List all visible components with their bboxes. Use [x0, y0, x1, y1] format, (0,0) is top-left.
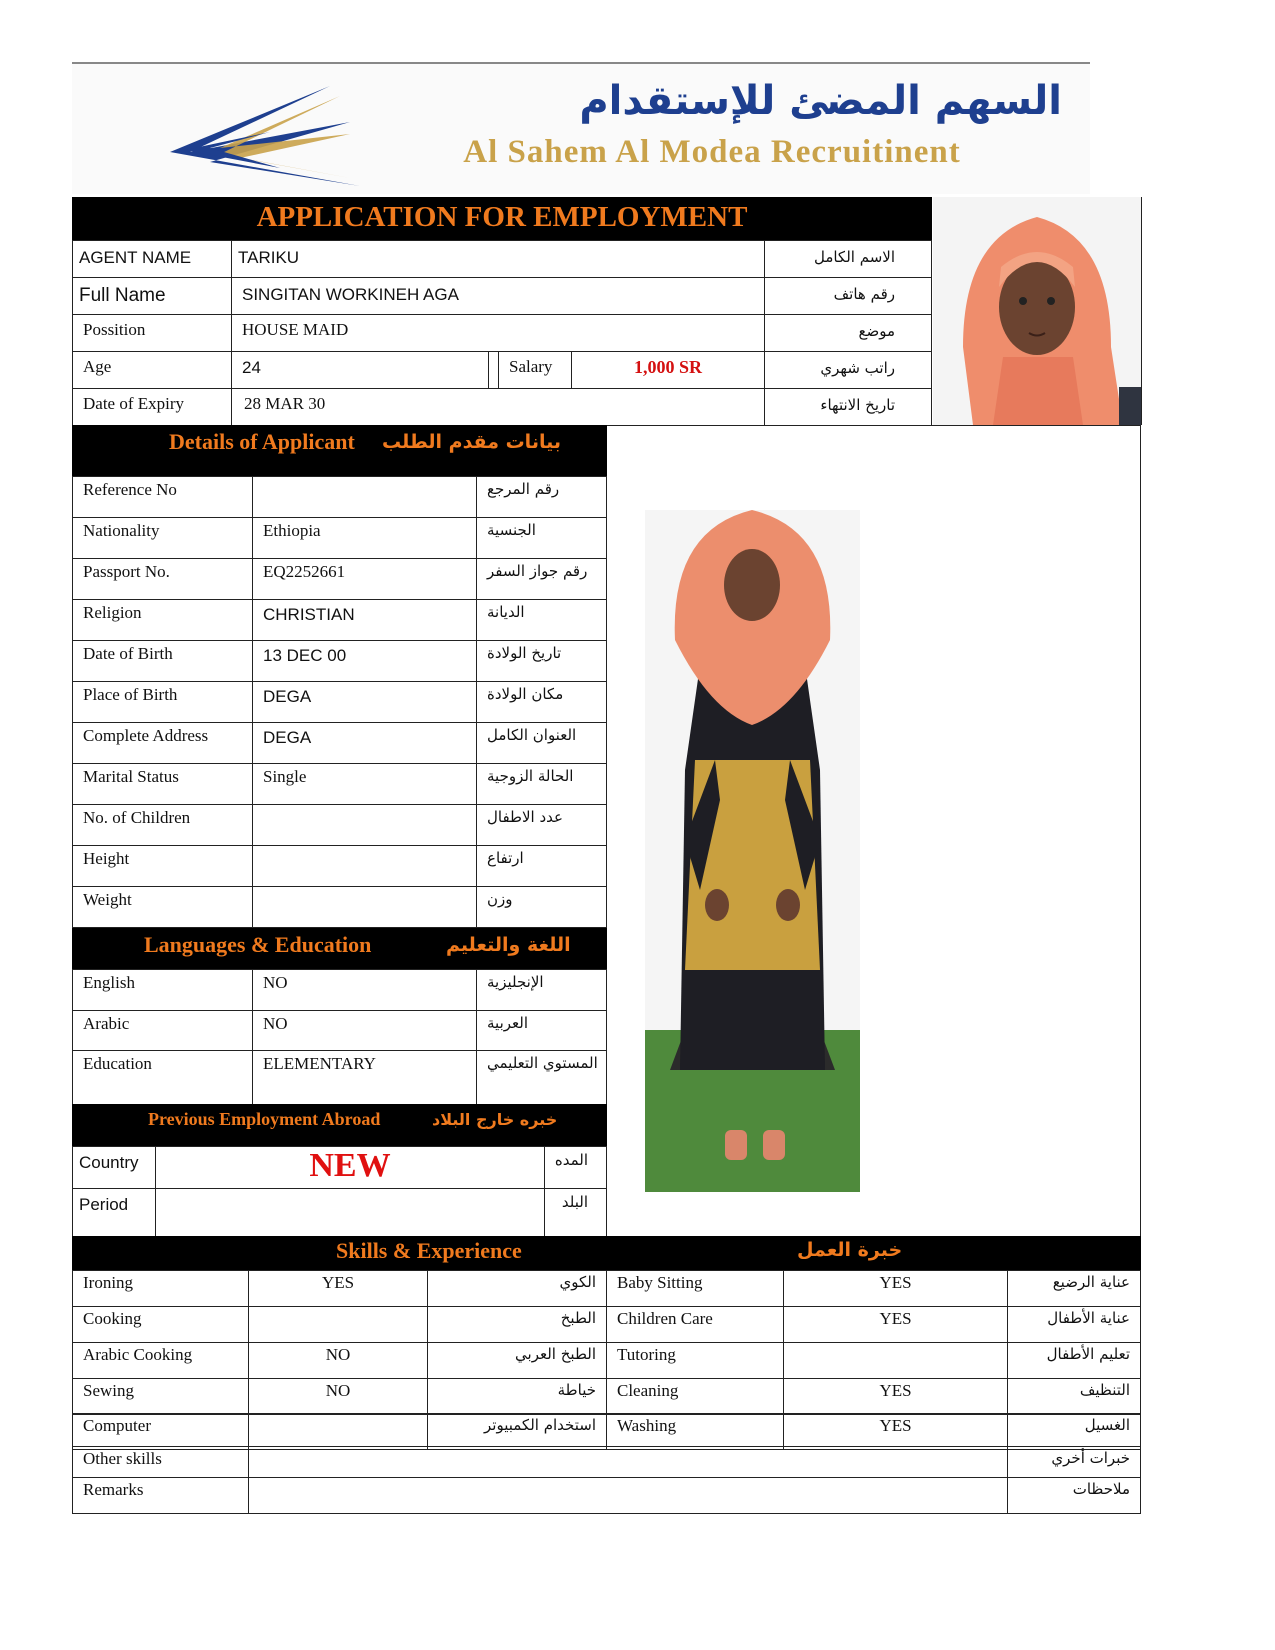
languages-header [72, 928, 607, 970]
company-name-arabic: السهم المضئ للإستقدام [579, 78, 1062, 124]
detail-label: Complete Address [72, 722, 253, 764]
skill-label: Tutoring [606, 1342, 784, 1379]
skills-title: Skills & Experience [336, 1238, 522, 1263]
detail-value [252, 845, 477, 887]
details-title: Details of Applicant [169, 429, 355, 454]
detail-value [252, 804, 477, 846]
skill-label: Cleaning [606, 1378, 784, 1415]
salary-value: 1,000 SR [571, 351, 765, 389]
skill-value: YES [783, 1378, 1008, 1415]
age-value: 24 [231, 351, 489, 389]
detail-arabic: ارتفاع [476, 845, 607, 887]
detail-arabic: الحالة الزوجية [476, 763, 607, 805]
skill-value: YES [783, 1306, 1008, 1343]
language-value: NO [252, 1010, 477, 1051]
full-name-label: Full Name [72, 277, 232, 315]
age-label: Age [72, 351, 232, 389]
skill-arabic: تعليم الأطفال [1007, 1342, 1141, 1379]
skill-label: Washing [606, 1413, 784, 1450]
skill-value: YES [783, 1413, 1008, 1450]
skill-arabic: عناية الأطفال [1007, 1306, 1141, 1343]
previous-header [72, 1104, 607, 1147]
agent-name-label: AGENT NAME [72, 240, 232, 278]
detail-label: No. of Children [72, 804, 253, 846]
arrow-logo-icon [150, 82, 380, 192]
full-name-arabic: رقم هاتف [764, 277, 932, 315]
full-name-value: SINGITAN WORKINEH AGA [231, 277, 765, 315]
detail-value: 13 DEC 00 [252, 640, 477, 682]
other-skills-label: Other skills [72, 1446, 249, 1478]
full-body-photo [645, 510, 860, 1192]
remarks-value [248, 1477, 1008, 1514]
detail-value: EQ2252661 [252, 558, 477, 600]
languages-title-arabic: اللغة والتعليم [446, 934, 571, 956]
period-label: Period [72, 1188, 156, 1237]
skills-header [72, 1236, 1141, 1271]
page-title: APPLICATION FOR EMPLOYMENT [256, 201, 748, 233]
previous-title: Previous Employment Abroad [148, 1109, 381, 1129]
detail-value: DEGA [252, 722, 477, 764]
skill-value: YES [248, 1270, 428, 1307]
portrait-photo [933, 197, 1142, 425]
skill-value [248, 1413, 428, 1450]
detail-label: Passport No. [72, 558, 253, 600]
detail-label: Reference No [72, 476, 253, 518]
salary-arabic: راتب شهري [764, 351, 932, 389]
skill-label: Children Care [606, 1306, 784, 1343]
company-name-english: Al Sahem Al Modea Recruitinent [463, 134, 961, 170]
detail-value [252, 476, 477, 518]
detail-arabic: عدد الاطفال [476, 804, 607, 846]
detail-arabic: وزن [476, 886, 607, 928]
skill-label: Sewing [72, 1378, 249, 1415]
skill-arabic: الطبخ العربي [427, 1342, 607, 1379]
detail-arabic: رقم المرجع [476, 476, 607, 518]
agent-name-arabic: الاسم الكامل [764, 240, 932, 278]
remarks-arabic: ملاحظات [1007, 1477, 1141, 1514]
detail-label: Place of Birth [72, 681, 253, 723]
agent-name-value: TARIKU [231, 240, 765, 278]
skill-arabic: الغسيل [1007, 1413, 1141, 1450]
detail-value: Ethiopia [252, 517, 477, 559]
skill-value: NO [248, 1378, 428, 1415]
languages-title: Languages & Education [144, 932, 372, 957]
detail-arabic: مكان الولادة [476, 681, 607, 723]
language-value: ELEMENTARY [252, 1050, 477, 1105]
title-bar [72, 197, 932, 241]
skill-arabic: الطبخ [427, 1306, 607, 1343]
logo-banner [72, 62, 1090, 194]
previous-title-arabic: خبره خارج البلاد [432, 1110, 558, 1129]
skill-value [783, 1342, 1008, 1379]
detail-value [252, 886, 477, 928]
detail-label: Weight [72, 886, 253, 928]
skill-label: Arabic Cooking [72, 1342, 249, 1379]
remarks-label: Remarks [72, 1477, 249, 1514]
details-title-arabic: بيانات مقدم الطلب [382, 431, 561, 453]
full-body-photo-frame [606, 425, 1141, 1237]
skill-value: YES [783, 1270, 1008, 1307]
skill-arabic: الكوي [427, 1270, 607, 1307]
language-arabic: الإنجليزية [476, 969, 607, 1011]
detail-arabic: الجنسية [476, 517, 607, 559]
position-value: HOUSE MAID [231, 314, 765, 352]
detail-value: CHRISTIAN [252, 599, 477, 641]
skill-label: Computer [72, 1413, 249, 1450]
skill-arabic: خياطة [427, 1378, 607, 1415]
detail-label: Date of Birth [72, 640, 253, 682]
detail-arabic: الديانة [476, 599, 607, 641]
expiry-arabic: تاريخ الانتهاء [764, 388, 932, 426]
detail-label: Religion [72, 599, 253, 641]
detail-arabic: رقم جواز السفر [476, 558, 607, 600]
skill-arabic: التنظيف [1007, 1378, 1141, 1415]
skills-title-arabic: خبرة العمل [797, 1239, 903, 1261]
skill-arabic: عناية الرضيع [1007, 1270, 1141, 1307]
detail-label: Marital Status [72, 763, 253, 805]
country-arabic: المده [544, 1146, 607, 1189]
position-label: Possition [72, 314, 232, 352]
salary-label: Salary [498, 351, 572, 389]
language-label: Arabic [72, 1010, 253, 1051]
country-label: Country [72, 1146, 156, 1189]
skill-arabic: استخدام الكمبيوتر [427, 1413, 607, 1450]
skill-label: Ironing [72, 1270, 249, 1307]
other-skills-value [248, 1446, 1008, 1478]
detail-label: Height [72, 845, 253, 887]
period-value [155, 1188, 545, 1237]
detail-label: Nationality [72, 517, 253, 559]
other-skills-arabic: خبرات أخري [1007, 1446, 1141, 1478]
language-label: Education [72, 1050, 253, 1105]
details-header [72, 425, 607, 477]
detail-arabic: العنوان الكامل [476, 722, 607, 764]
skill-value: NO [248, 1342, 428, 1379]
skill-value [248, 1306, 428, 1343]
expiry-label: Date of Expiry [72, 388, 232, 426]
language-arabic: العربية [476, 1010, 607, 1051]
language-value: NO [252, 969, 477, 1011]
position-arabic: موضع [764, 314, 932, 352]
period-arabic: البلد [544, 1188, 607, 1237]
skill-label: Cooking [72, 1306, 249, 1343]
employment-status: NEW [155, 1146, 545, 1189]
detail-arabic: تاريخ الولادة [476, 640, 607, 682]
language-arabic: المستوي التعليمي [476, 1050, 607, 1105]
detail-value: DEGA [252, 681, 477, 723]
language-label: English [72, 969, 253, 1011]
detail-value: Single [252, 763, 477, 805]
skill-label: Baby Sitting [606, 1270, 784, 1307]
expiry-value: 28 MAR 30 [231, 388, 765, 426]
